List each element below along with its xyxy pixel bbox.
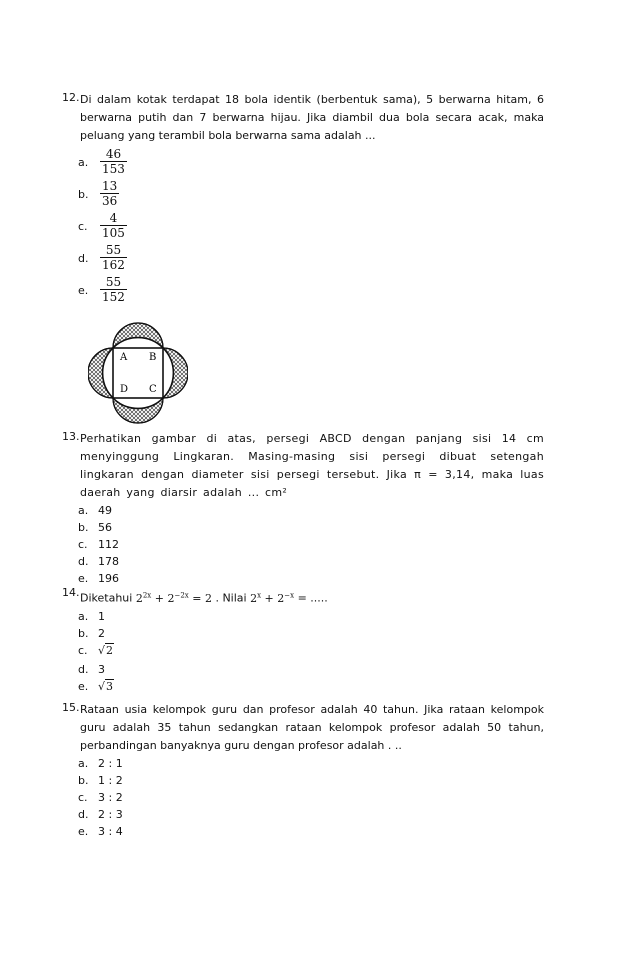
option-d[interactable]: d. 178 <box>78 555 119 568</box>
question-15 <box>62 701 544 840</box>
fraction: $\frac{13}{36}$ <box>102 179 118 208</box>
vertex-c-label: C <box>149 384 157 395</box>
question-text: Diketahui $2^{2x} + 2^{-2x} = 2$ . Nilai $2^x + 2^{-x}$ = ..... <box>80 591 328 605</box>
option-a[interactable]: a. 49 <box>78 504 112 517</box>
option-b[interactable]: b. 56 <box>78 521 112 534</box>
fraction: $\frac{46}{153}$ <box>102 147 125 176</box>
question-text: Perhatikan gambar di atas, persegi ABCD dengan panjang sisi 14 cm menyinggung Lingkaran. Masing-masing sisi persegi dibuat setengah lingkaran dengan diameter sisi persegi tersebut. Jika π = 3,14, maka luas daerah yang diarsir adalah ... cm² <box>80 432 544 499</box>
question-14 <box>62 586 544 697</box>
question-13 <box>62 430 544 587</box>
option-c[interactable]: c. $\frac{4}{105}$ <box>78 211 125 240</box>
option-e[interactable]: e. $\frac{55}{152}$ <box>78 275 125 304</box>
question-number: 12. <box>62 91 80 104</box>
question-text: Di dalam kotak terdapat 18 bola identik (berbentuk sama), 5 berwarna hitam, 6 berwarna putih dan 7 berwarna hijau. Jika diambil dua bola secara acak, maka peluang yang terambil bola berwarna sama adalah ... <box>80 93 544 142</box>
option-a[interactable]: a. $\frac{46}{153}$ <box>78 147 125 176</box>
question-text: Rataan usia kelompok guru dan profesor adalah 40 tahun. Jika rataan kelompok guru adalah 35 tahun sedangkan rataan kelompok profesor adalah 50 tahun, perbandingan banyaknya guru dengan profesor adalah . .. <box>80 703 544 752</box>
option-d[interactable]: d. $\frac{55}{162}$ <box>78 243 125 272</box>
options-list <box>78 147 544 307</box>
option-e[interactable]: e. 196 <box>78 572 119 585</box>
sqrt-3: √3 <box>98 679 114 693</box>
square-semicircles-figure <box>88 312 188 434</box>
option-e[interactable]: e. 3 : 4 <box>78 825 123 838</box>
option-c[interactable]: c. 112 <box>78 538 119 551</box>
sqrt-2: √2 <box>98 643 114 657</box>
fraction: $\frac{55}{152}$ <box>102 275 125 304</box>
equation: $2^{2x} + 2^{-2x} = 2$ <box>135 591 212 605</box>
option-d[interactable]: d. 2 : 3 <box>78 808 123 821</box>
options-list <box>78 502 544 587</box>
question-number: 15. <box>62 701 80 714</box>
option-b[interactable]: b. 1 : 2 <box>78 774 123 787</box>
vertex-a-label: A <box>120 352 128 363</box>
fraction: $\frac{4}{105}$ <box>102 211 125 240</box>
fraction: $\frac{55}{162}$ <box>102 243 125 272</box>
options-list <box>78 608 544 697</box>
vertex-d-label: D <box>120 384 129 395</box>
question-number: 13. <box>62 430 80 443</box>
vertex-b-label: B <box>149 352 157 363</box>
option-e[interactable]: e. √3 <box>78 679 114 693</box>
expression: $2^x + 2^{-x}$ <box>250 591 295 605</box>
option-b[interactable]: b. 2 <box>78 626 105 640</box>
option-a[interactable]: a. 2 : 1 <box>78 757 123 770</box>
options-list <box>78 755 544 840</box>
question-12 <box>62 91 544 307</box>
option-b[interactable]: b. $\frac{13}{36}$ <box>78 179 118 208</box>
option-d[interactable]: d. 3 <box>78 662 105 676</box>
option-c[interactable]: c. √2 <box>78 643 114 657</box>
question-number: 14. <box>62 586 80 599</box>
option-c[interactable]: c. 3 : 2 <box>78 791 123 804</box>
option-a[interactable]: a. 1 <box>78 609 105 623</box>
